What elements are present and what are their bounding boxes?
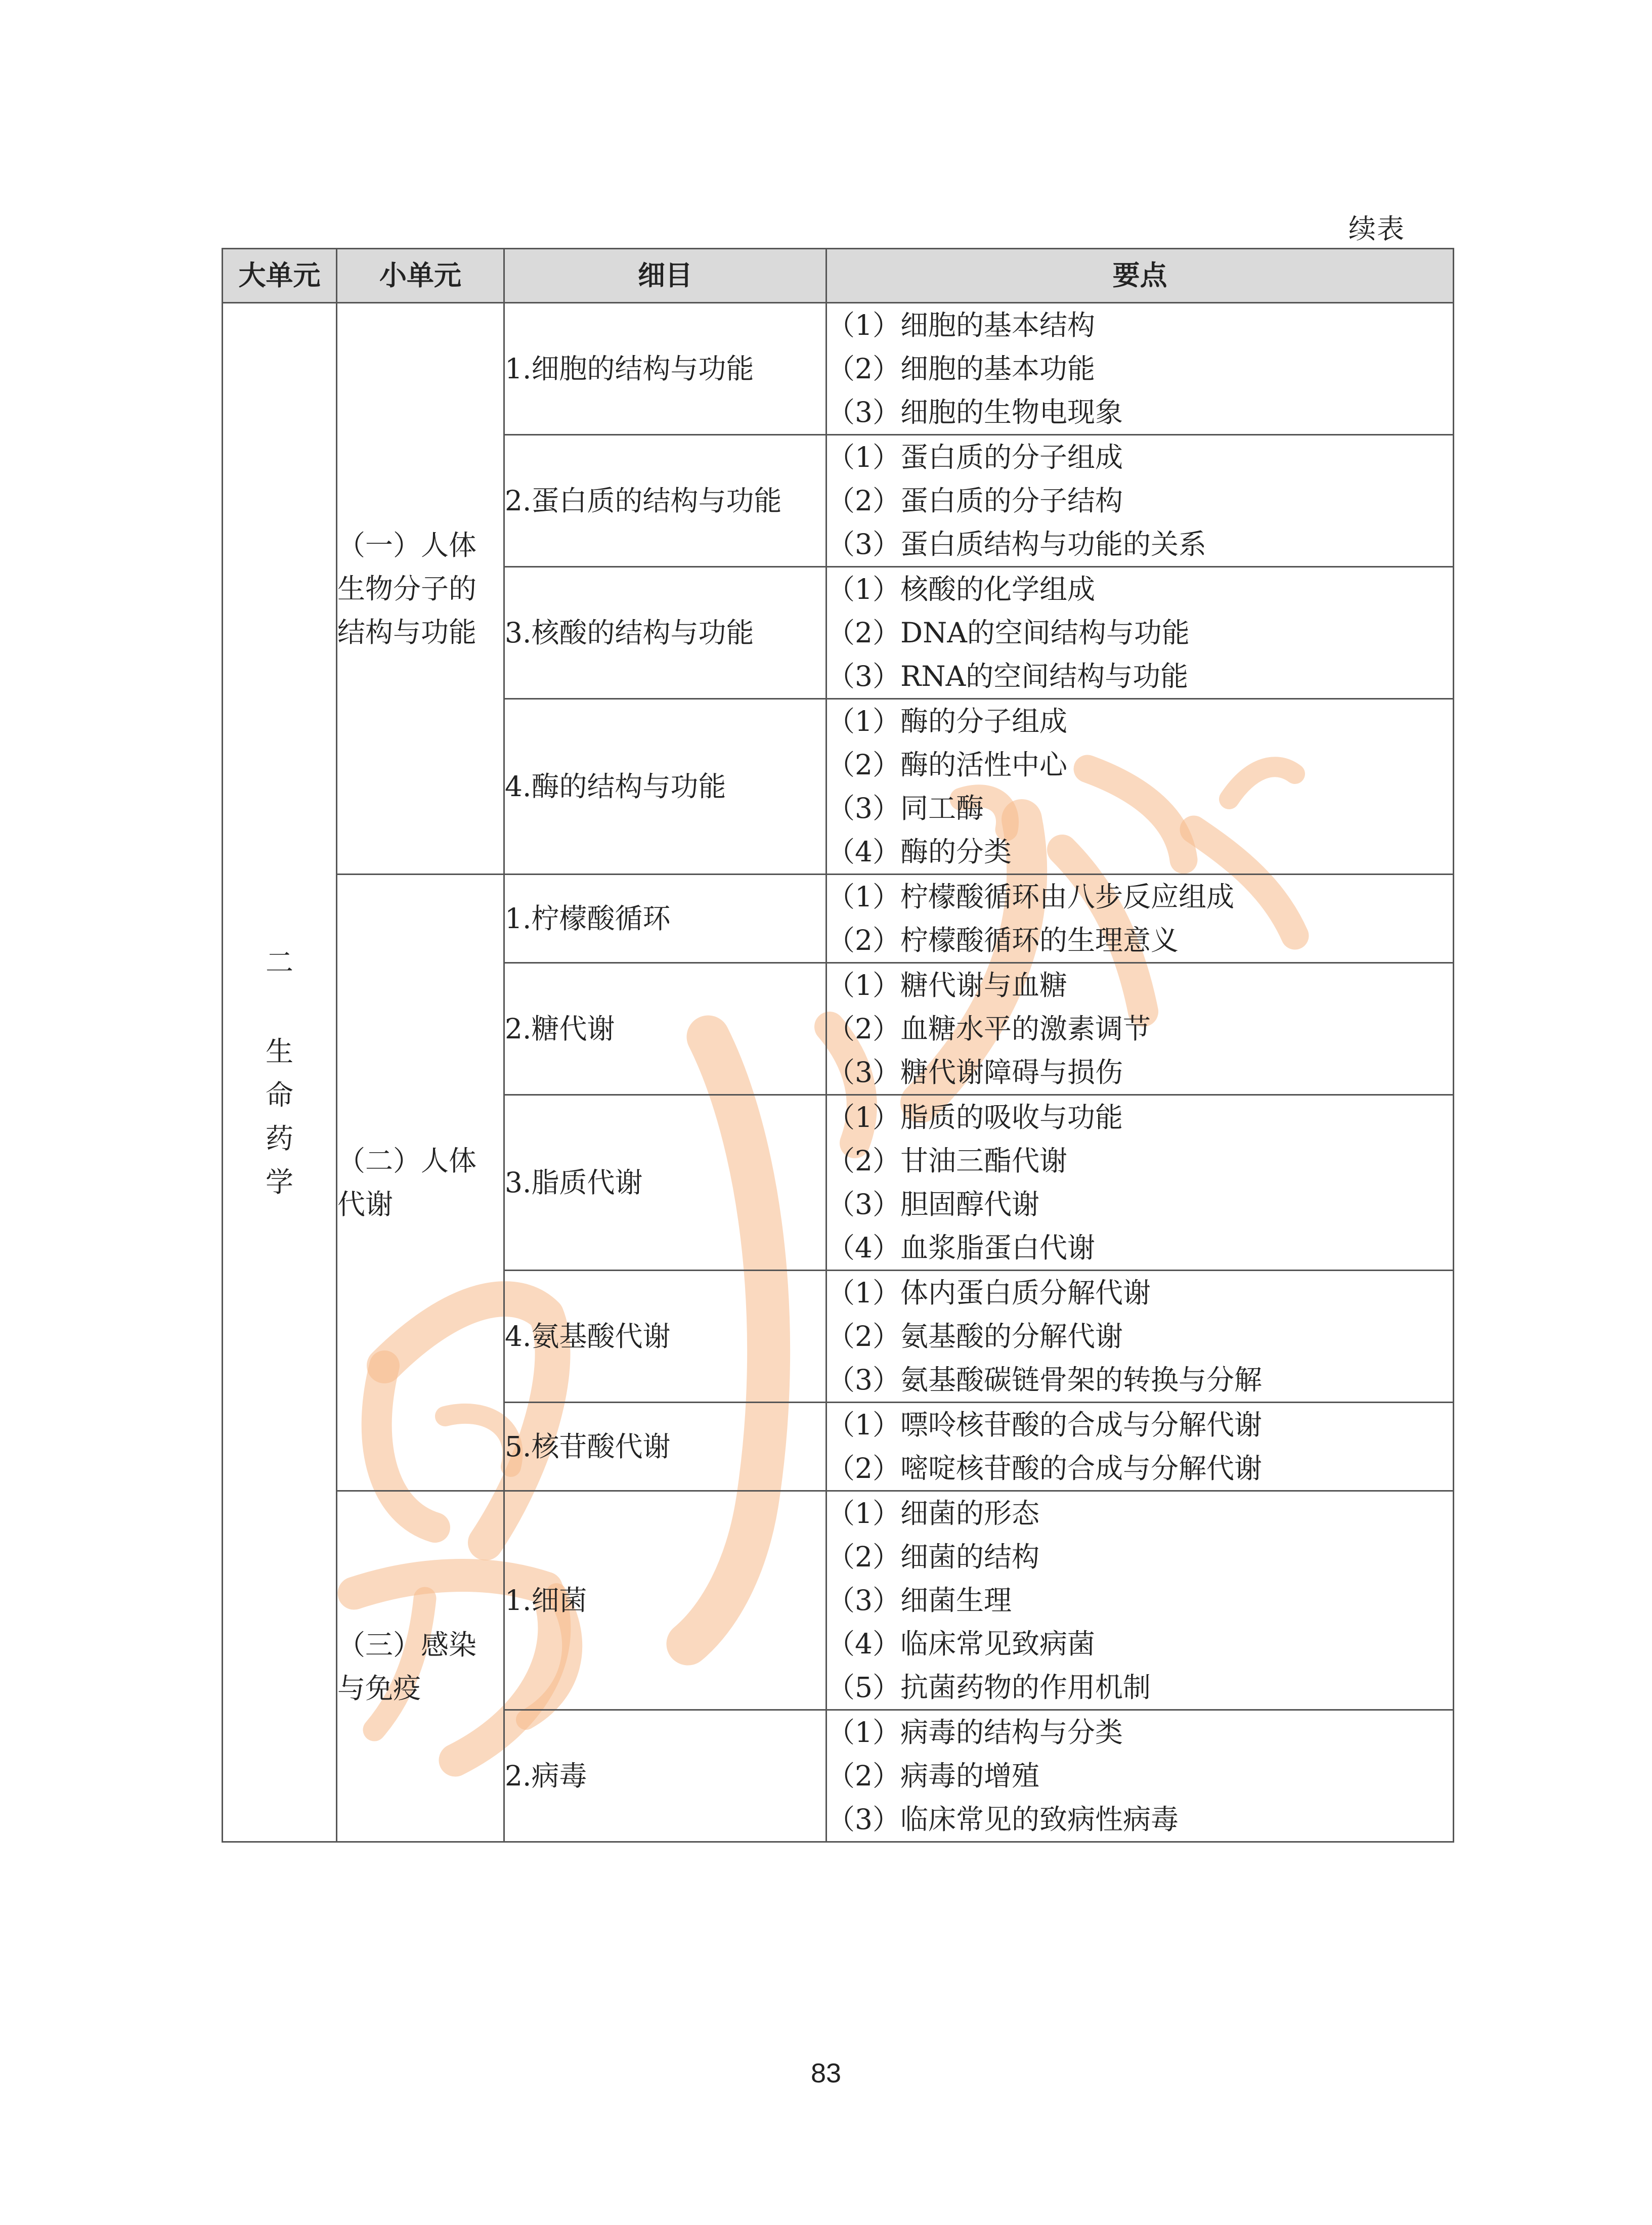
key-point: （3）同工酶 (827, 792, 984, 824)
key-point: （1）细菌的形态 (827, 1497, 1039, 1530)
key-point: （3）氨基酸碳链骨架的转换与分解 (827, 1364, 1262, 1396)
points-cell (827, 1271, 1454, 1403)
syllabus-table (222, 248, 1454, 1843)
key-point: （1）病毒的结构与分类 (827, 1716, 1123, 1749)
points-cell (827, 963, 1454, 1095)
points-cell (827, 875, 1454, 963)
big-unit-char: 学 (265, 1166, 293, 1198)
item-cell: 1.细胞的结构与功能 (504, 303, 827, 435)
key-point: （2）DNA的空间结构与功能 (827, 617, 1190, 649)
big-unit-char: 生 (265, 1035, 293, 1068)
key-point: （4）酶的分类 (827, 836, 1012, 868)
page-number: 83 (810, 2058, 842, 2088)
header-small-unit: 小单元 (337, 249, 504, 303)
points-cell (827, 1710, 1454, 1842)
key-point: （1）体内蛋白质分解代谢 (827, 1277, 1151, 1309)
small-unit-cell: （一）人体生物分子的结构与功能 (337, 303, 504, 875)
key-point: （3）RNA的空间结构与功能 (827, 660, 1189, 692)
table-row (223, 303, 1454, 435)
points-cell (827, 567, 1454, 699)
header-big-unit: 大单元 (223, 249, 337, 303)
key-point: （2）柠檬酸循环的生理意义 (827, 924, 1179, 956)
key-point: （1）细胞的基本结构 (827, 309, 1095, 341)
key-point: （3）细菌生理 (827, 1584, 1012, 1617)
points-cell (827, 1403, 1454, 1491)
points-cell (827, 303, 1454, 435)
key-point: （3）临床常见的致病性病毒 (827, 1803, 1179, 1836)
key-point: （4）临床常见致病菌 (827, 1628, 1095, 1660)
key-point: （2）血糖水平的激素调节 (827, 1013, 1151, 1045)
big-unit-char: 药 (265, 1122, 293, 1155)
key-point: （2）细菌的结构 (827, 1541, 1039, 1573)
key-point: （4）血浆脂蛋白代谢 (827, 1232, 1095, 1264)
item-cell: 3.核酸的结构与功能 (504, 567, 827, 699)
points-cell (827, 435, 1454, 567)
key-point: （2）甘油三酯代谢 (827, 1145, 1067, 1177)
item-cell: 4.酶的结构与功能 (504, 699, 827, 875)
key-point: （2）蛋白质的分子结构 (827, 485, 1123, 517)
item-cell: 1.细菌 (504, 1491, 827, 1710)
key-point: （3）胆固醇代谢 (827, 1188, 1039, 1220)
key-point: （2）病毒的增殖 (827, 1760, 1039, 1792)
key-point: （2）酶的活性中心 (827, 749, 1067, 781)
key-point: （1）柠檬酸循环由八步反应组成 (827, 881, 1234, 913)
header-item: 细目 (504, 249, 827, 303)
big-unit-number: 二 (265, 946, 293, 979)
small-unit-cell: （二）人体代谢 (337, 875, 504, 1491)
big-unit-cell (223, 303, 337, 1842)
table-row (223, 875, 1454, 963)
points-cell (827, 1491, 1454, 1710)
continued-table-label: 续表 (1349, 213, 1405, 245)
item-cell: 2.糖代谢 (504, 963, 827, 1095)
points-cell (827, 1095, 1454, 1271)
points-cell (827, 699, 1454, 875)
key-point: （1）脂质的吸收与功能 (827, 1101, 1123, 1133)
item-cell: 1.柠檬酸循环 (504, 875, 827, 963)
key-point: （1）嘌呤核苷酸的合成与分解代谢 (827, 1409, 1262, 1441)
key-point: （2）嘧啶核苷酸的合成与分解代谢 (827, 1452, 1262, 1485)
table-header-row (223, 249, 1454, 303)
item-cell: 5.核苷酸代谢 (504, 1403, 827, 1491)
key-point: （3）细胞的生物电现象 (827, 396, 1123, 428)
item-cell: 4.氨基酸代谢 (504, 1271, 827, 1403)
key-point: （1）糖代谢与血糖 (827, 969, 1067, 1001)
key-point: （1）核酸的化学组成 (827, 573, 1095, 605)
item-cell: 2.蛋白质的结构与功能 (504, 435, 827, 567)
key-point: （1）酶的分子组成 (827, 705, 1067, 737)
item-cell: 3.脂质代谢 (504, 1095, 827, 1271)
key-point: （5）抗菌药物的作用机制 (827, 1671, 1151, 1704)
small-unit-cell: （三）感染与免疫 (337, 1491, 504, 1842)
header-key-points: 要点 (827, 249, 1454, 303)
key-point: （1）蛋白质的分子组成 (827, 441, 1123, 473)
key-point: （3）糖代谢障碍与损伤 (827, 1056, 1123, 1088)
big-unit-char: 命 (265, 1079, 293, 1111)
item-cell: 2.病毒 (504, 1710, 827, 1842)
key-point: （2）氨基酸的分解代谢 (827, 1320, 1123, 1353)
table-row (223, 1491, 1454, 1710)
key-point: （2）细胞的基本功能 (827, 353, 1095, 385)
key-point: （3）蛋白质结构与功能的关系 (827, 528, 1206, 560)
